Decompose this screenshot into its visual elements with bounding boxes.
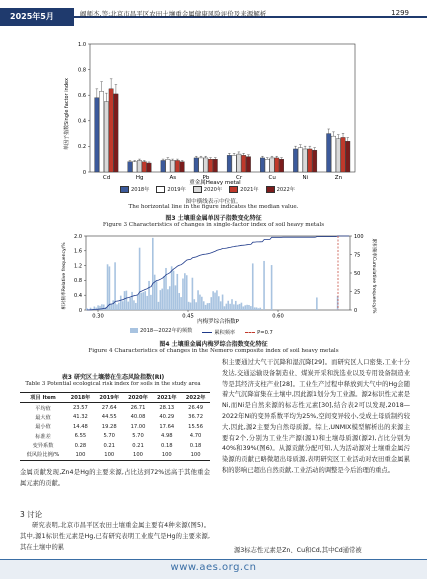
fig4-bar: [146, 296, 148, 310]
fig3-bar: [336, 139, 340, 172]
fig3-xlabel: 重金属Heavy metal: [189, 180, 241, 186]
table-cell: 5.70: [103, 433, 115, 440]
table-cell: 19.28: [101, 423, 117, 430]
fig4-bar: [139, 248, 141, 310]
fig3-category-label: Zn: [334, 175, 343, 181]
fig3-legend-swatch: [156, 186, 165, 193]
fig4-bar: [248, 305, 250, 310]
fig4-bar: [109, 266, 111, 310]
fig4-caption-cn: 图4 土壤重金属内梅罗综合指数变化特征: [159, 341, 268, 348]
section-heading: 3 讨论: [20, 510, 43, 519]
fig4-bar: [209, 303, 211, 310]
table-cell: 0.18: [189, 442, 202, 449]
fig3-legend-swatch: [193, 186, 202, 193]
table-header-row: [20, 393, 210, 403]
fig3-legend-item: [193, 186, 222, 193]
fig4-ytick-label: 1.6: [74, 248, 82, 255]
fig4-legend-item: [130, 327, 192, 334]
table-row: [20, 403, 210, 413]
fig3-bar: [270, 158, 274, 172]
fig3-legend-label: 2019年: [167, 187, 186, 193]
fig4-bar: [177, 274, 179, 310]
fig4-legend-swatch: [245, 332, 255, 333]
fig4-bar: [246, 305, 248, 310]
table-header-cell: 2018年: [70, 395, 91, 402]
fig3-bar: [227, 155, 231, 172]
fig4-bar: [114, 262, 116, 310]
page-header: [0, 0, 427, 28]
fig4-bar: [259, 308, 261, 310]
fig4-bar: [148, 281, 150, 310]
fig3-ytick-label: 0.2: [78, 144, 86, 151]
table-cell: 0.28: [74, 442, 87, 449]
table-header-cell: 2020年: [128, 395, 148, 402]
fig3-bar: [232, 155, 236, 172]
fig4-xtick-label: 0.60: [272, 313, 284, 320]
fig3-legend-item: [120, 186, 149, 193]
fig3-bar: [213, 159, 217, 172]
fig4-bar: [180, 297, 182, 310]
table-row: [20, 450, 210, 460]
fig3-bar: [99, 91, 103, 172]
fig3-bar: [303, 149, 307, 172]
fig3-legend-item: [266, 186, 295, 193]
fig4-bar: [214, 293, 216, 310]
fig3-legend-item: [229, 186, 258, 193]
fig4-bar: [222, 295, 224, 310]
fig4-bar: [212, 291, 214, 310]
fig4-bar: [193, 299, 195, 310]
fig4-ytick-label: 0.4: [74, 293, 82, 299]
table-header-cell: 2019年: [99, 395, 120, 402]
fig4-ytick-label: 0: [78, 307, 82, 314]
fig3-bar: [95, 98, 99, 172]
fig4-bar: [227, 301, 229, 310]
fig4-legend-label: 累积频率: [214, 330, 236, 336]
fig3-bar: [114, 94, 118, 172]
fig3-bar: [279, 159, 283, 172]
fig4-bar: [218, 296, 220, 310]
fig3-bar: [341, 137, 345, 172]
fig4-bar: [207, 303, 209, 310]
fig3-bar: [246, 157, 250, 172]
fig4-bar: [235, 301, 237, 310]
figure4-legend: [130, 327, 350, 337]
fig4-y2tick-label: 50: [354, 270, 361, 277]
fig3-legend-item: [156, 186, 185, 193]
fig4-bar: [224, 306, 226, 310]
fig3-bar: [260, 158, 264, 172]
fig4-ytick-label: 1.2: [74, 263, 82, 270]
fig3-caption-en: Figure 3 Characteristics of changes in single-factor index of soil heavy metals: [102, 222, 325, 228]
table-cell: 变异系数: [32, 443, 54, 450]
fig4-legend-label: 2018—2022年的频数: [140, 328, 193, 334]
fig4-bar: [210, 297, 212, 310]
table-cell: 26.49: [188, 405, 204, 412]
table-cell: 44.55: [101, 414, 117, 421]
fig3-category-label: As: [169, 175, 177, 181]
fig3-bar: [265, 159, 269, 172]
table-row: [20, 441, 210, 450]
fig4-bar: [107, 264, 109, 310]
table-cell: 0.18: [161, 442, 173, 449]
fig4-y2tick-label: 75: [354, 252, 361, 259]
fig4-bar: [137, 295, 139, 310]
fig3-bar: [170, 160, 174, 172]
table-row: [20, 422, 210, 431]
footer-url: www.aes.org.cn: [170, 562, 257, 573]
table-cell: 最大值: [35, 414, 51, 421]
fig4-bar: [120, 296, 122, 310]
fig4-legend-item: [202, 329, 235, 336]
fig3-bar: [180, 162, 184, 172]
fig4-legend-swatch: [202, 332, 212, 333]
fig3-ytick-label: 1.0: [78, 41, 86, 48]
fig3-note-en: The horizontal line in the figure indicates the median value.: [128, 204, 299, 210]
fig4-bar: [216, 290, 218, 310]
table-header-cell: 2021年: [156, 395, 177, 402]
fig3-ylabel: 单因子指数Single factor index: [64, 78, 70, 150]
fig4-bar: [316, 297, 318, 310]
running-title: 阚师杰,等:北京市昌平区农田土壤重金属健康风险评价及来源解析: [80, 10, 267, 18]
fig4-bar: [169, 286, 171, 310]
risk-index-table: [20, 392, 210, 461]
table-header-cell: 项目 Item: [30, 395, 56, 402]
fig3-legend-label: 2022年: [276, 187, 295, 193]
fig4-bar: [161, 289, 163, 310]
table3-caption-cn: 表3 研究区土壤潜在生态风险指数(RI): [61, 374, 165, 381]
fig3-bar: [237, 154, 241, 172]
table-cell: 17.64: [159, 423, 175, 430]
table-cell: 100: [133, 451, 143, 458]
fig4-bar: [126, 291, 128, 310]
fig3-caption-cn: 图3 土壤重金属单因子指数变化特征: [165, 215, 262, 222]
table-cell: 6.55: [74, 433, 87, 440]
table-cell: 40.29: [159, 414, 175, 421]
fig4-bar: [271, 265, 273, 310]
fig3-category-label: Pb: [202, 175, 210, 181]
fig3-category-label: Ni: [302, 175, 309, 181]
fig4-y2tick-label: 25: [354, 289, 361, 296]
fig3-bar: [142, 162, 146, 172]
table-cell: 0.21: [132, 442, 144, 449]
fig4-bar: [201, 297, 203, 310]
fig4-y2label: 累积频率Cumulative frequency/%: [371, 238, 376, 314]
table-cell: 最小值: [35, 424, 51, 431]
fig4-bar: [129, 298, 131, 310]
left-paragraph-1: 金属贡献发现,Zn4是Hg的主要来源,占比达到72%远高于其他重金属元素的贡献。: [20, 469, 210, 487]
fig4-bar: [124, 291, 126, 310]
fig4-bar: [122, 301, 124, 310]
fig3-bar: [312, 150, 316, 172]
fig4-bar: [175, 285, 177, 310]
table-cell: 41.32: [73, 414, 88, 421]
fig4-bar: [131, 292, 133, 310]
table-cell: 15.56: [188, 423, 204, 430]
table-cell: 36.72: [188, 414, 204, 421]
fig4-bar: [263, 261, 265, 310]
fig4-bar: [184, 273, 186, 310]
fig4-bar: [199, 295, 201, 310]
fig4-bar: [150, 295, 152, 310]
fig4-bar: [127, 302, 129, 310]
fig4-bar: [112, 300, 114, 310]
fig4-bar: [133, 300, 135, 310]
fig3-legend-swatch: [229, 186, 238, 193]
fig4-bar: [173, 271, 175, 310]
fig3-ytick-label: 0.8: [78, 67, 86, 74]
fig4-bar: [243, 306, 245, 310]
page-number: 1299: [391, 9, 409, 17]
fig3-ytick-label: 0: [82, 169, 86, 176]
table-cell: 23.57: [73, 405, 88, 412]
fig4-bar: [256, 307, 258, 310]
fig4-bar: [205, 305, 207, 310]
issue-tab: 2025年5月: [0, 8, 74, 26]
fig3-bar: [133, 162, 137, 172]
fig4-bar: [226, 304, 228, 310]
fig3-bar: [194, 158, 198, 172]
footer: [0, 559, 427, 579]
fig4-bar: [111, 304, 113, 310]
fig4-bar: [252, 263, 254, 310]
fig3-bar: [275, 158, 279, 172]
fig3-bar: [109, 89, 113, 172]
fig3-bar: [147, 163, 151, 172]
table-row: [20, 413, 210, 422]
table-cell: 14.48: [73, 423, 88, 430]
figure3-chart: [60, 34, 360, 186]
figure3-legend: [120, 186, 320, 196]
fig4-bar: [158, 302, 160, 310]
fig4-xtick-label: 0.45: [182, 313, 194, 320]
fig4-legend-label: P=0.7: [257, 329, 273, 336]
fig4-ytick-label: 0.8: [74, 278, 82, 285]
fig3-bar: [298, 148, 302, 172]
fig3-legend-swatch: [266, 186, 275, 193]
fig3-ytick-label: 0.4: [78, 118, 86, 125]
fig4-bar: [171, 266, 173, 310]
fig4-bar: [167, 289, 169, 310]
fig4-bar: [192, 278, 194, 310]
fig4-bar: [239, 304, 241, 310]
fig4-bar: [250, 306, 252, 310]
fig4-bar: [244, 305, 246, 310]
fig4-legend-item: [245, 330, 273, 336]
table-cell: 100: [161, 451, 172, 458]
fig3-category-label: Cd: [102, 175, 111, 181]
table-cell: 100: [190, 451, 201, 458]
fig3-bar: [308, 149, 312, 172]
fig4-bar: [203, 301, 205, 310]
fig3-legend-swatch: [120, 186, 129, 193]
fig4-bar: [231, 299, 233, 310]
fig4-bar: [178, 293, 180, 310]
fig3-legend-label: 2020年: [203, 187, 223, 193]
fig3-bar: [137, 160, 141, 172]
fig3-category-label: Cr: [236, 175, 243, 181]
fig4-legend-swatch: [130, 328, 138, 333]
fig3-bar: [346, 141, 350, 172]
fig4-ytick-label: 2.0: [74, 233, 82, 240]
fig4-bar: [229, 304, 231, 310]
fig3-bar: [166, 159, 170, 172]
table-row: [20, 432, 210, 441]
fig3-legend-label: 2018年: [131, 187, 150, 193]
table-cell: 4.70: [189, 433, 202, 440]
figure4-plot: [58, 232, 378, 324]
fig3-bar: [128, 162, 132, 172]
fig3-bar: [208, 159, 212, 172]
fig4-bar: [188, 302, 190, 310]
fig4-xtick-label: 0.30: [92, 313, 104, 320]
table-cell: 27.64: [101, 405, 117, 412]
table-cell: 低风险比例/%: [26, 452, 60, 459]
fig4-bar: [144, 291, 146, 310]
fig4-bar: [233, 304, 235, 310]
fig4-bar: [143, 292, 145, 310]
table-cell: 5.70: [132, 433, 144, 440]
fig4-bar: [160, 290, 162, 310]
fig3-bar: [327, 134, 331, 172]
fig4-bar: [197, 290, 199, 310]
fig4-bar: [141, 293, 143, 310]
fig4-bar: [154, 275, 156, 310]
fig4-bar: [220, 301, 222, 310]
fig3-bar: [175, 160, 179, 172]
fig4-bar: [116, 304, 118, 310]
right-paragraph-2: 源3标志性元素是Zn、Cu和Cd,其中Cd通常被: [234, 547, 362, 554]
table-cell: 100: [75, 451, 86, 458]
table-cell: 17.00: [130, 423, 146, 430]
fig3-bar: [104, 102, 108, 172]
fig4-bar: [156, 281, 158, 310]
fig4-bar: [195, 302, 197, 310]
fig3-bar: [331, 136, 335, 172]
fig3-bar: [293, 149, 297, 172]
footer-rule: [0, 559, 427, 560]
fig4-bar: [163, 276, 165, 310]
fig3-bar: [199, 158, 203, 172]
right-paragraph-1: 积主要通过大气干沉降和湿沉降[29]。而研究区人口密集,工业十分发达,交通运输设备制造业、煤炭开采和洗选业以及专用设备制造业等是其经济支柱产业[28]。工业生产过程中释放到大气中的Hg会随着大气沉降富集在土壤中,因此源1划分为工业源。源2标识性元素是Ni,而Ni是自然来源的标志性元素[30],结合表2可以发现,2018—2022年Ni的变异系数平均为25%,空间变异较小,受成土母质制约较大,因此,源2主要为自然母质源。综上,UNMIX模型解析出的来源主要有2个,分别为工业生产源(源1)和土壤母质源(源2),占比分别为40%和39%(图6)。从源贡献分配可知,人为活动源对土壤重金属污染源的贡献已略微超出母质源,表明研究区工业活动对农田重金属累积的影响已超出自然贡献,工业活动的调整是今后治理的重点。: [222, 359, 410, 474]
table3-caption-en: Table 3 Potential ecological risk index for soils in the study area: [25, 381, 201, 387]
table-cell: 0.21: [103, 442, 115, 449]
fig4-bar: [152, 238, 154, 310]
fig4-bar: [135, 303, 137, 310]
table-cell: 26.71: [130, 405, 146, 412]
fig3-legend-label: 2021年: [240, 187, 259, 193]
fig4-y2tick-label: 0: [354, 307, 358, 314]
fig4-bar: [254, 307, 256, 310]
fig4-ylabel: 相对频率Relative frequency/%: [62, 242, 67, 310]
fig4-bar: [190, 303, 192, 310]
fig4-y2tick-label: 100: [354, 233, 364, 240]
fig3-category-label: Hg: [135, 175, 144, 181]
table-cell: 4.98: [161, 433, 173, 440]
table-cell: 40.08: [130, 414, 146, 421]
fig3-category-label: Cu: [268, 175, 276, 181]
table-cell: 平均值: [35, 405, 51, 412]
fig3-bar: [204, 158, 208, 172]
table-cell: 28.13: [159, 405, 175, 412]
fig4-caption-en: Figure 4 Characteristics of changes in the Nemero composite index of soil heavy metals: [88, 348, 339, 354]
fig3-bar: [161, 160, 165, 172]
fig3-bar: [241, 155, 245, 172]
left-paragraph-2: 研究表明,北京市昌平区农田土壤重金属主要有4种来源(图5)。其中,源1标识性元素是Hg,已有研究表明工业废气是Hg的主要来源,其在土壤中的累: [20, 522, 210, 551]
table-header-cell: 2022年: [185, 395, 206, 402]
fig4-bar: [258, 308, 260, 310]
fig4-bar: [182, 279, 184, 310]
table-cell: 100: [104, 451, 115, 458]
fig4-bar: [103, 305, 105, 310]
fig3-note-cn: 图中横线表示中位值。: [185, 199, 242, 205]
fig3-ytick-label: 0.6: [78, 93, 86, 99]
fig4-bar: [186, 275, 188, 310]
fig4-xlabel: 内梅罗综合指数P: [197, 319, 239, 324]
fig4-bar: [237, 305, 239, 310]
fig4-bar: [241, 303, 243, 310]
fig4-bar: [118, 303, 120, 310]
table-cell: 标准差: [35, 433, 51, 440]
